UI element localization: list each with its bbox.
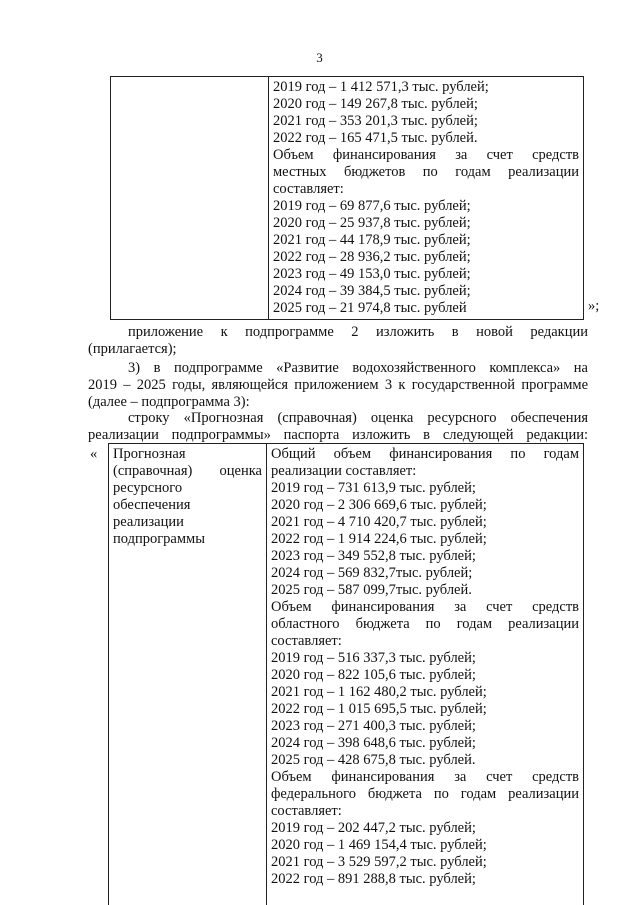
cell-line: составляет: <box>271 803 342 819</box>
cell-line: Объем финансирования за счет средств <box>273 147 579 163</box>
text-line: (далее – подпрограмма 3): <box>88 394 250 410</box>
cell-line: составляет: <box>273 181 344 197</box>
cell-line: 2021 год – 353 201,3 тыс. рублей; <box>273 113 478 129</box>
cell-line: 2021 год – 44 178,9 тыс. рублей; <box>273 232 471 248</box>
cell-line: 2024 год – 569 832,7тыс. рублей; <box>271 565 473 581</box>
text-line: реализации подпрограммы» паспорта изложить в следующей редакции: <box>88 427 588 443</box>
cell-line: составляет: <box>271 633 342 649</box>
cell-line: Объем финансирования за счет средств <box>271 769 579 785</box>
paragraph-subprogram-3 <box>88 360 588 411</box>
cell-line: 2020 год – 822 105,6 тыс. рублей; <box>271 667 476 683</box>
cell-line: местных бюджетов по годам реализации <box>273 164 579 180</box>
cell-line: 2022 год – 165 471,5 тыс. рублей. <box>273 130 478 146</box>
cell-line: реализации <box>113 514 184 530</box>
cell-line: 2023 год – 271 400,3 тыс. рублей; <box>271 718 476 734</box>
cell-line: реализации составляет: <box>271 463 417 479</box>
cell-line: 2019 год – 69 877,6 тыс. рублей; <box>273 198 471 214</box>
text-line: (прилагается); <box>88 341 177 357</box>
table-continuation <box>110 76 584 320</box>
cell-line: 2020 год – 1 469 154,4 тыс. рублей; <box>271 837 487 853</box>
cell-line: 2020 год – 2 306 669,6 тыс. рублей; <box>271 497 487 513</box>
text-line: 2019 – 2025 годы, являющейся приложением 3 к государственной программе <box>88 377 588 393</box>
cell-line: (справочная) оценка <box>113 463 262 479</box>
cell-line: 2019 год – 731 613,9 тыс. рублей; <box>271 480 476 496</box>
cell-line: 2023 год – 49 153,0 тыс. рублей; <box>273 266 471 282</box>
cell-line: Прогнозная <box>113 446 186 462</box>
opening-quote: « <box>90 446 98 462</box>
cell-line: 2019 год – 1 412 571,3 тыс. рублей; <box>273 79 489 95</box>
table-left-cell <box>111 77 269 319</box>
closing-quote: »; <box>588 298 600 314</box>
table-left-cell <box>109 444 267 905</box>
cell-line: ресурсного <box>113 480 183 496</box>
cell-line: 2024 год – 39 384,5 тыс. рублей; <box>273 283 471 299</box>
page-number: 3 <box>316 50 323 65</box>
text-line: 3) в подпрограмме «Развитие водохозяйственного комплекса» на <box>128 360 588 376</box>
cell-line: Общий объем финансирования по годам <box>271 446 579 462</box>
left-cell-text <box>109 444 266 548</box>
cell-line: 2020 год – 25 937,8 тыс. рублей; <box>273 215 471 231</box>
cell-line: федерального бюджета по годам реализации <box>271 786 579 802</box>
table-right-cell <box>267 444 583 905</box>
cell-line: 2020 год – 149 267,8 тыс. рублей; <box>273 96 478 112</box>
cell-line: 2019 год – 202 447,2 тыс. рублей; <box>271 820 476 836</box>
cell-line: 2022 год – 891 288,8 тыс. рублей; <box>271 871 476 887</box>
cell-line: 2025 год – 587 099,7тыс. рублей. <box>271 582 472 598</box>
text-line: строку «Прогнозная (справочная) оценка ресурсного обеспечения <box>128 410 588 426</box>
cell-line: Объем финансирования за счет средств <box>271 599 579 615</box>
cell-line: 2021 год – 4 710 420,7 тыс. рублей; <box>271 514 487 530</box>
text-line: приложение к подпрограмме 2 изложить в новой редакции <box>128 324 588 340</box>
cell-line: 2023 год – 349 552,8 тыс. рублей; <box>271 548 476 564</box>
cell-line: 2019 год – 516 337,3 тыс. рублей; <box>271 650 476 666</box>
cell-line: подпрограммы <box>113 531 205 547</box>
cell-line: 2025 год – 21 974,8 тыс. рублей <box>273 300 467 316</box>
table-resource-estimate <box>108 443 584 905</box>
cell-line: обеспечения <box>113 497 191 513</box>
cell-line: 2022 год – 1 914 224,6 тыс. рублей; <box>271 531 487 547</box>
paragraph-appendix <box>88 324 588 358</box>
cell-line: 2021 год – 3 529 597,2 тыс. рублей; <box>271 854 487 870</box>
paragraph-row-instruction <box>88 410 588 444</box>
cell-line: 2021 год – 1 162 480,2 тыс. рублей; <box>271 684 487 700</box>
cell-line: 2025 год – 428 675,8 тыс. рублей. <box>271 752 476 768</box>
cell-line: 2022 год – 1 015 695,5 тыс. рублей; <box>271 701 487 717</box>
cell-line: областного бюджета по годам реализации <box>271 616 579 632</box>
cell-line: 2022 год – 28 936,2 тыс. рублей; <box>273 249 471 265</box>
table-right-cell <box>269 77 583 319</box>
cell-line: 2024 год – 398 648,6 тыс. рублей; <box>271 735 476 751</box>
